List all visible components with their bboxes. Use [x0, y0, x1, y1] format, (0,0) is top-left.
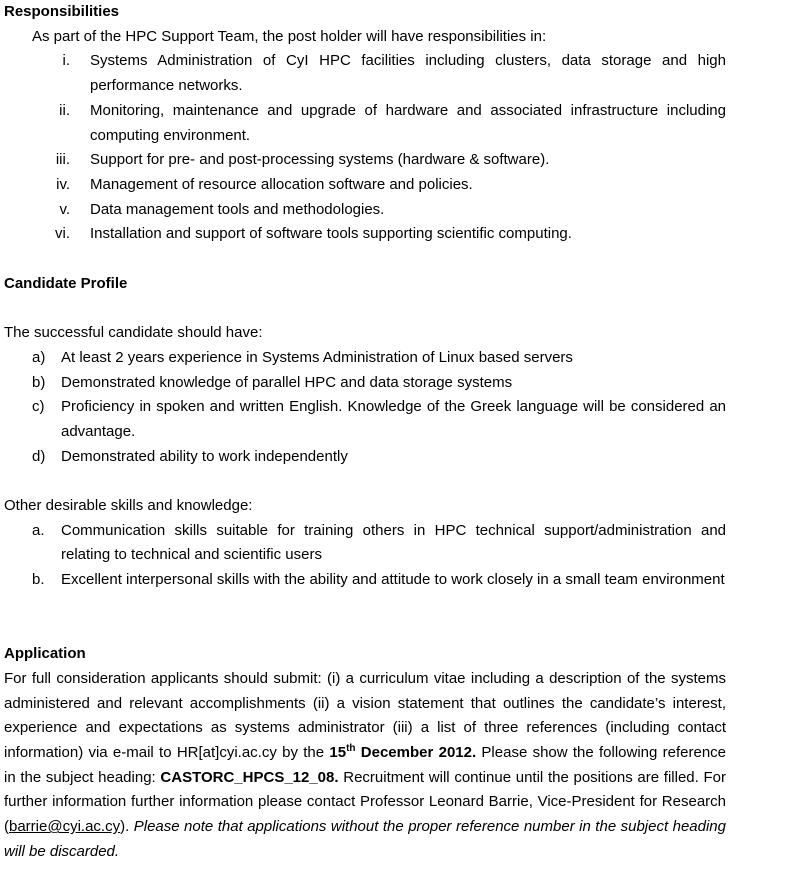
discard-note: Please note that applications without the proper reference number in the subject heading will be discarded. [4, 818, 726, 860]
list-item-text: Systems Administration of CyI HPC facilities including clusters, data storage and high performance networks. [90, 52, 726, 95]
application-text-4: ). [120, 818, 134, 836]
list-item [4, 568, 726, 593]
deadline-date [329, 744, 476, 761]
application-text-3: Recruitment will continue until the positions are filled. For further information further information please contact Professor Leonard Barrie, Vice-President for Research ( [4, 768, 726, 836]
list-item-number: iii. [55, 151, 70, 169]
application-paragraph [4, 667, 726, 865]
list-item-number: a) [32, 348, 46, 366]
deadline-month-year: December 2012. [355, 744, 477, 762]
list-item [4, 371, 726, 396]
list-item [4, 445, 726, 470]
list-item-number: iv. [56, 175, 70, 193]
application-text-2: Please show the following reference in the subject heading: [4, 744, 727, 786]
list-item [4, 49, 726, 98]
list-item-number: a. [32, 521, 45, 539]
list-item-text: Data management tools and methodologies. [90, 200, 385, 218]
list-item-number: c) [32, 398, 45, 416]
list-item-text: Demonstrated ability to work independently [61, 447, 348, 465]
deadline-day: 15 [329, 744, 347, 762]
list-item-number: ii. [59, 101, 70, 119]
application-text-1: For full consideration applicants should submit: (i) a curriculum vitae including a description of the systems administered and relevant accomplishments (ii) a vision statement that outlines the candidate’s interest, experience and expectations as systems administrator (iii) a list of three references (including contact information) via e-mail to HR[at]cyi.ac.cy by the [4, 669, 726, 762]
list-item-text: At least 2 years experience in Systems Administration of Linux based servers [61, 348, 573, 366]
list-item [4, 198, 726, 223]
reference-code: CASTORC_HPCS_12_08. [160, 768, 339, 786]
list-item [4, 148, 726, 173]
list-item-text: Excellent interpersonal skills with the ability and attitude to work closely in a small team environment [61, 571, 725, 589]
list-item-text: Support for pre- and post-processing systems (hardware & software). [90, 151, 550, 169]
list-item-number: v. [59, 200, 70, 218]
list-item [4, 519, 726, 568]
job-description-document [4, 0, 726, 865]
list-item-number: b) [32, 373, 46, 391]
deadline-ordinal: th [346, 743, 356, 755]
application-heading: Application [4, 645, 86, 663]
candidate-requirements-list [4, 346, 726, 470]
list-item-text: Installation and support of software tools supporting scientific computing. [90, 225, 572, 243]
list-item-text: Monitoring, maintenance and upgrade of hardware and associated infrastructure including computing environment. [90, 101, 726, 144]
list-item-number: i. [62, 52, 70, 70]
list-item-text: Demonstrated knowledge of parallel HPC and data storage systems [61, 373, 513, 391]
responsibilities-heading: Responsibilities [4, 3, 120, 20]
responsibilities-intro: As part of the HPC Support Team, the post holder will have responsibilities in: [32, 27, 547, 45]
list-item [4, 222, 726, 247]
list-item [4, 395, 726, 444]
list-item-text: Communication skills suitable for training others in HPC technical support/administration and relating to technical and scientific users [61, 521, 726, 564]
list-item [4, 99, 726, 148]
list-item [4, 173, 726, 198]
candidate-profile-intro: The successful candidate should have: [4, 324, 263, 342]
list-item-text: Management of resource allocation software and policies. [90, 175, 473, 193]
list-item-number: b. [32, 571, 45, 589]
contact-email-link[interactable]: barrie@cyi.ac.cy [9, 818, 121, 836]
list-item-text: Proficiency in spoken and written English. Knowledge of the Greek language will be considered an advantage. [61, 398, 726, 440]
list-item [4, 346, 726, 371]
candidate-profile-heading: Candidate Profile [4, 274, 128, 292]
list-item-number: d) [32, 447, 46, 465]
other-skills-intro: Other desirable skills and knowledge: [4, 497, 253, 515]
responsibilities-list [4, 49, 726, 247]
list-item-number: vi. [55, 225, 70, 243]
other-skills-list [4, 519, 726, 593]
